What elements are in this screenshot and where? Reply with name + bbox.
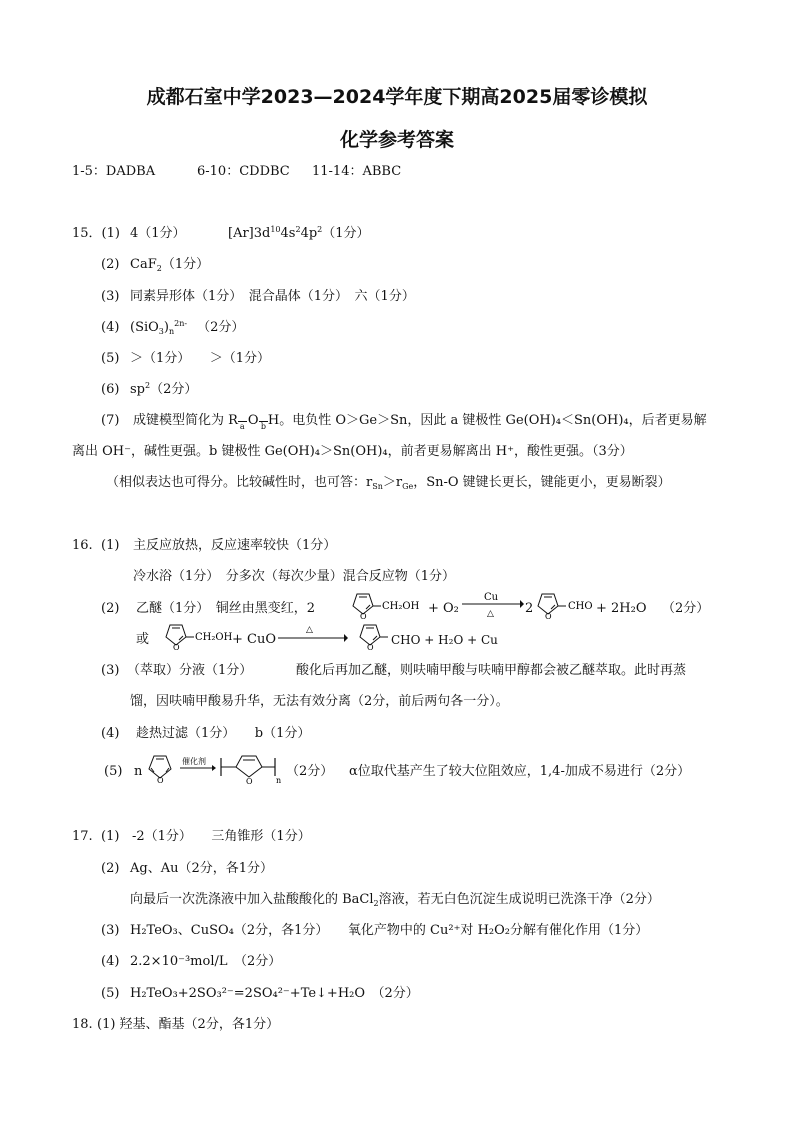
q16-p4-label: (4) bbox=[101, 726, 120, 741]
q15-p3-label: (3) bbox=[101, 289, 120, 304]
page-title: 成都石室中学2023—2024学年度下期高2025届零诊模拟 bbox=[146, 86, 648, 108]
q15-p7-line2: 离出 OH⁻，碱性更强。b 键极性 Ge(OH)₄＞Sn(OH)₄，前者更易解离出 H⁺，酸性更强。（3分） bbox=[72, 444, 633, 459]
q15-p5-label: (5) bbox=[101, 351, 120, 366]
q15-p2-label: (2) bbox=[101, 257, 120, 272]
q16-or: 或 bbox=[136, 632, 150, 647]
q17-p2-answer-a: Ag、Au（2分，各1分） bbox=[130, 861, 274, 876]
svg-text:CHO: CHO bbox=[568, 601, 593, 612]
q16-p2-label: (2) bbox=[101, 601, 120, 616]
q18-p1-answer: (1) 羟基、酯基（2分，各1分） bbox=[97, 1017, 280, 1032]
furfuryl-alcohol-structure bbox=[347, 590, 420, 622]
q16-plus-cuo: + CuO bbox=[232, 632, 277, 647]
q17-number: 17. bbox=[72, 829, 93, 844]
mc-answers-1-5: 1-5：DADBA bbox=[72, 164, 156, 179]
q15-p3-answer: 同素异形体（1分） 混合晶体（1分） 六（1分） bbox=[130, 289, 415, 304]
reaction-arrow-catalyst bbox=[180, 756, 216, 778]
furfuryl-alcohol-structure-alt bbox=[160, 621, 233, 653]
q17-p2-answer-b: 向最后一次洗涤液中加入盐酸酸化的 BaCl$_2$溶液，若无白色沉淀生成说明已洗涤干净（2分） bbox=[130, 892, 660, 908]
q15-p6-answer: $sp^2(2$分） bbox=[130, 381, 198, 397]
q18-number: 18. bbox=[72, 1017, 93, 1032]
q15-p4-answer: $(SiO_3)_n^{2n-}$ （2分） bbox=[130, 319, 245, 336]
q16-p5-score: （2分） bbox=[286, 764, 334, 779]
q16-plus-h2o: + 2H₂O bbox=[596, 601, 647, 616]
svg-text:O: O bbox=[545, 612, 552, 621]
mc-answers-6-10: 6-10：CDDBC bbox=[197, 164, 290, 179]
q16-p5-n: n bbox=[134, 764, 143, 779]
q16-p5-explanation: α位取代基产生了较大位阻效应，1,4-加成不易进行（2分） bbox=[349, 764, 691, 779]
q16-p3-answer-b: 酸化后再加乙醚，则呋喃甲酸与呋喃甲醇都会被乙醚萃取。此时再蒸 bbox=[296, 663, 687, 678]
q16-p3-label: (3) bbox=[101, 663, 120, 678]
svg-text:n: n bbox=[276, 776, 282, 785]
q16-p1-answer-a: 主反应放热，反应速率较快（1分） bbox=[133, 538, 337, 553]
svg-text:△: △ bbox=[306, 625, 313, 635]
q16-p3-answer-c: 馏，因呋喃甲酸易升华，无法有效分离（2分，前后两句各一分）。 bbox=[130, 694, 509, 709]
q17-p5-label: (5) bbox=[101, 986, 120, 1001]
q17-p4-label: (4) bbox=[101, 954, 120, 969]
q16-p5-label: (5) bbox=[104, 764, 123, 779]
q16-p1-answer-b: 冷水浴（1分） 分多次（每次少量）混合反应物（1分） bbox=[133, 569, 456, 584]
q16-p2-score: （2分） bbox=[662, 601, 710, 616]
q17-p3-answer: H₂TeO₃、CuSO₄（2分，各1分） 氧化产物中的 Cu²⁺对 H₂O₂分解有催化作用（1分） bbox=[130, 923, 649, 938]
polyfuran-structure bbox=[218, 750, 282, 786]
svg-text:Cu: Cu bbox=[484, 592, 499, 603]
svg-text:O: O bbox=[246, 777, 253, 786]
furfural-structure bbox=[532, 590, 594, 622]
mc-answers-11-14: 11-14：ABBC bbox=[312, 164, 402, 179]
q17-p1-label: (1) bbox=[101, 829, 120, 844]
q17-p5-answer: H₂TeO₃+2SO₃²⁻=2SO₄²⁻+Te↓+H₂O （2分） bbox=[130, 986, 419, 1001]
svg-text:CH₂OH: CH₂OH bbox=[382, 601, 420, 612]
furfural-structure-alt bbox=[354, 621, 390, 653]
q15-p7-line3: （相似表达也可得分。比较碱性时，也可答：$r_{Sn}>r_{Ge}$，Sn-O 键键长更长，键能更小，更易断裂） bbox=[106, 475, 671, 491]
svg-text:△: △ bbox=[487, 609, 494, 619]
reaction-arrow-cu bbox=[462, 588, 524, 618]
svg-text:O: O bbox=[367, 643, 374, 652]
q15-p7-label: (7) bbox=[101, 413, 120, 428]
q17-p1-answer: -2（1分） 三角锥形（1分） bbox=[132, 829, 311, 844]
svg-text:O: O bbox=[360, 612, 367, 621]
q16-plus-o2: + O₂ bbox=[428, 601, 459, 616]
q15-p1-answer-b: $[Ar]3d^{10}4s^24p^2(1$分） bbox=[228, 225, 370, 241]
q16-number: 16. bbox=[72, 538, 93, 553]
q15-p5-answer: ＞（1分） ＞（1分） bbox=[130, 351, 271, 366]
q16-p1-label: (1) bbox=[101, 538, 120, 553]
q17-p3-label: (3) bbox=[101, 923, 120, 938]
q16-p3-answer-a: （萃取）分液（1分） bbox=[127, 663, 253, 678]
page-subtitle: 化学参考答案 bbox=[339, 129, 454, 151]
q17-p4-answer: 2.2×10⁻³mol/L （2分） bbox=[130, 954, 282, 969]
svg-text:催化剂: 催化剂 bbox=[182, 757, 206, 766]
q17-p2-label: (2) bbox=[101, 861, 120, 876]
furan-structure bbox=[144, 752, 178, 784]
q15-number: 15．(1) bbox=[72, 226, 120, 241]
q16-p4-answer: 趁热过滤（1分） b（1分） bbox=[136, 726, 311, 741]
svg-text:O: O bbox=[157, 776, 164, 785]
q16-p2-answer-a: 乙醚（1分） 铜丝由黑变红，2 bbox=[136, 601, 316, 616]
q16-alt-products: CHO + H₂O + Cu bbox=[391, 633, 498, 647]
svg-text:CH₂OH: CH₂OH bbox=[195, 632, 233, 643]
q15-p1-answer-a: 4（1分） bbox=[130, 226, 186, 241]
q15-p2-answer: CaF$_2$（1分） bbox=[130, 257, 210, 273]
q16-product-coef: 2 bbox=[525, 601, 534, 616]
q15-p6-label: (6) bbox=[101, 382, 120, 397]
reaction-arrow-heat bbox=[278, 622, 348, 644]
q15-p7-line1: 成键模型简化为 R a O b H。电负性 O＞Ge＞Sn，因此 a 键极性 Ge(OH)₄＜Sn(OH)₄，后者更易解 bbox=[133, 413, 707, 431]
q15-p4-label: (4) bbox=[101, 320, 120, 335]
svg-text:O: O bbox=[173, 643, 180, 652]
